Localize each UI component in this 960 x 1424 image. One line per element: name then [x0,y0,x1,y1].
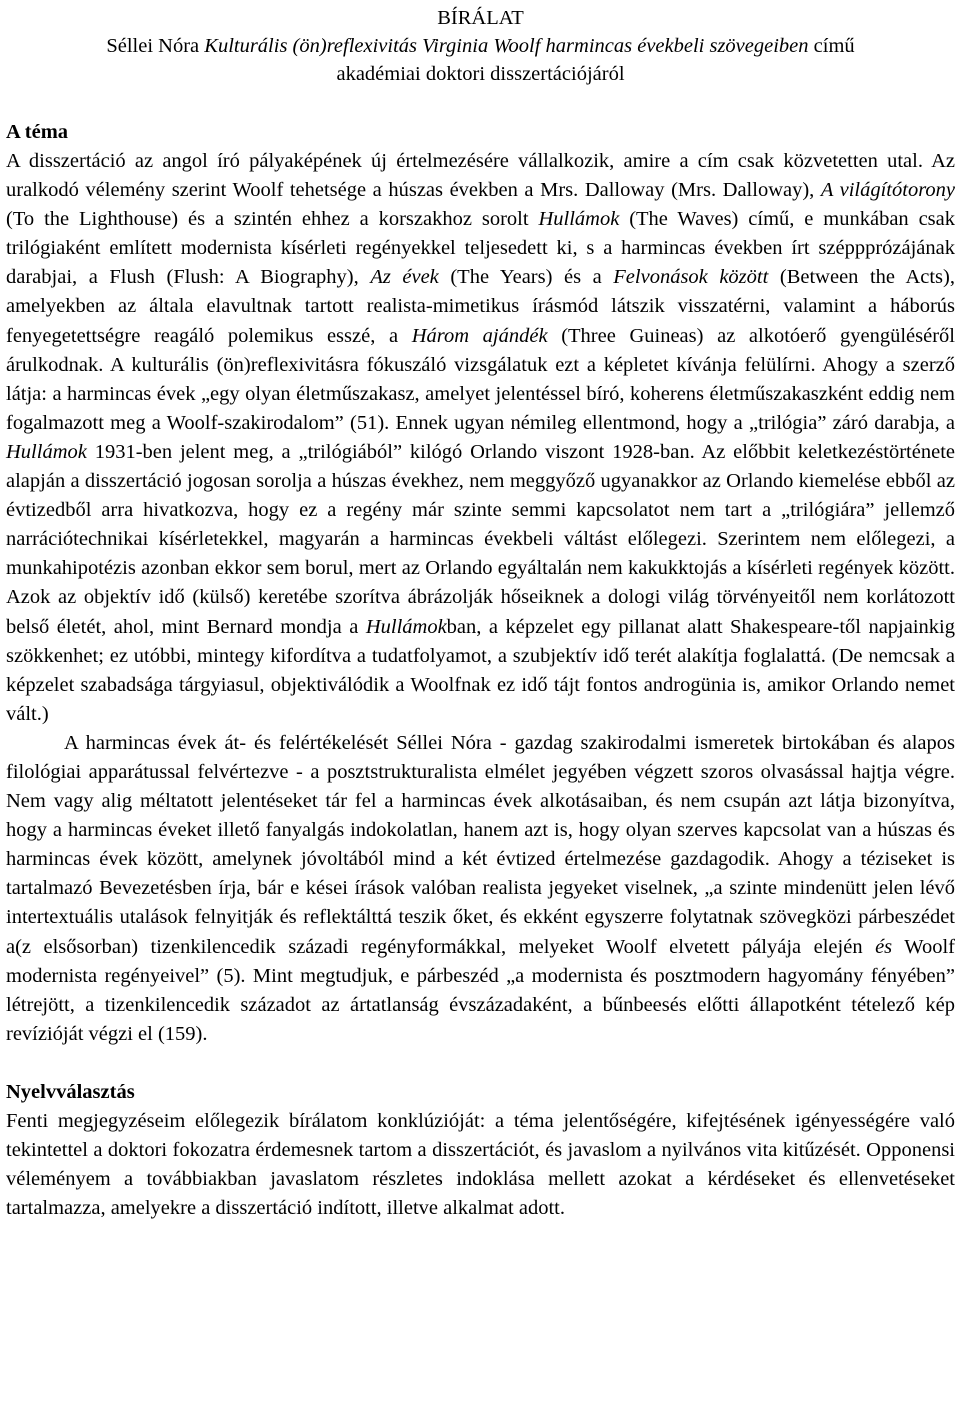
italic-title: Felvonások között [613,266,769,289]
dissertation-title: Kulturális (ön)reflexivitás Virginia Woolf harmincas évekbeli szövegeiben [204,35,809,57]
document-title-block [6,4,955,88]
italic-title: Hullámok [6,440,87,463]
text-run: (Between the Acts), amelyekben az általa elavultnak tartott realista-mimetikus írásmód látszik visszatérni, valamint a háborús fenyegetettségre reagáló polemikus esszé, a [6,266,955,347]
text-run: (Three Guineas) az alkotóerő gyengüléséről árulkodnak. A kulturális (ön)reflexivitásra fókuszáló vizsgálatuk ezt a képletet kívánja felülírni. Ahogy a szerző látja: a harmincas évek „egy olyan életműszakasz, amelyet jelentéssel bíró, koherens életműszakaszként eddig nem fogalmazott meg a Woolf-szakirodalom” (51). Ennek ugyan némileg ellentmond, hogy a „trilógia” záró darabja, a [6,324,955,434]
italic-word: és [875,935,893,958]
section-heading-language-choice: Nyelvválasztás [6,1080,135,1103]
text-run: ban, a képzelet egy pillanat alatt Shakespeare-től napjainkig szökkenhet; ez utóbbi, mintegy kifordítva a tudatfolyamot, a szubjektív idő terét alakítja foglalattá. (De nemcsak a képzelet szabadsága tárgyiasul, objektiválódik a Woolfnak ez idő tájt fontos androgünia is, amikor Orlando nemet vált.) [6,615,955,725]
text-run: (To the Lighthouse) és a szintén ehhez a korszakhoz sorolt [6,208,539,231]
spacer [6,1049,955,1078]
text-run: (The Waves) című, e munkában csak trilógiaként említett modernista kísérleti regényekkel teljesedett ki, s a harmincas években írt széppprózájának darabjai, a Flush (Flush: A Biography), [6,208,955,289]
spacer [6,88,955,118]
italic-title: A világítótorony [820,179,956,202]
paragraph-topic-1 [6,147,955,729]
paragraph-language-choice: Fenti megjegyzéseim előlegezik bírálatom konklúzióját: a téma jelentőségére, kifejtésének igényességére való tekintettel a doktori fokozatra érdemesnek tartom a disszertációt, és javaslom a nyilvános vita kitűzését. Opponensi véleményem a továbbiakban javaslatom részletes indoklása mellett azokat a kérdéseket és ellenvetéseket tartalmazza, amelyekre a disszertáció indított, illetve alkalmat adott. [6,1109,955,1220]
paragraph-topic-2 [6,729,955,1049]
document-subtitle-line [6,32,955,60]
italic-title: Hullámok [365,615,447,638]
section-heading-topic: A téma [6,121,69,143]
subtitle-suffix: című [808,35,855,57]
author-name: Séllei Nóra [106,35,205,57]
text-run: 1931-ben jelent meg, a „trilógiából” kilógó Orlando viszont 1928-ban. Az előbbit keletkezéstörténete alapján a disszertáció jogosan sorolja a húszas évekhez, nem meggyőző ugyanakkor az Orlando kiemelése ebből az évtizedből arra hivatkozva, hogy ez a regény már szinte semmi kapcsolatot nem tart a „trilógiára” jellemző narrációtechnikai kísérletekkel, magyarán a harmincas évekbeli váltást előlegezi. Szerintem nem előlegezi, a munkahipotézis azonban ekkor sem borul, mert az Orlando egyáltalán nem kakukktojás a kísérleti regények között. Azok az objektív idő (külső) keretébe szorítva ábrázolják hőseiknek a dologi világ törvényeitől nem korlátozott belső életét, ahol, mint Bernard mondja a [6,440,955,638]
italic-title: Az évek [370,266,439,289]
italic-title: Hullámok [538,208,620,231]
text-run: Woolf modernista regényeivel” (5). Mint megtudjuk, e párbeszéd „a modernista és posztmodern hagyomány fényében” létrejött, a tizenkilencedik századot az ártatlanság évszázadaként, a bűnbeesés előtti állapotként tételező kép revízióját végzi el (159). [6,935,956,1045]
text-run: A disszertáció az angol író pályaképének új értelmezésére vállalkozik, amire a cím csak közvetetten utal. Az uralkodó vélemény szerint Woolf tehetsége a húszas években a Mrs. Dalloway (Mrs. Dalloway), [6,150,955,202]
document-title: BÍRÁLAT [437,7,524,29]
text-run: (The Years) és a [438,266,614,289]
text-run: A harmincas évek át- és felértékelését Séllei Nóra - gazdag szakirodalmi ismeretek birtokában és alapos filológiai apparátussal felvértezve - a posztstrukturalista elmélet jegyében végzett szoros olvasással hajtja végre. Nem vagy alig méltatott jelentéseket tár fel a harmincas évek alkotásaiban, és nem csupán azt látja bizonyítva, hogy a harmincas éveket illető fanyalgás indokolatlan, hanem azt is, hogy olyan szerves kapcsolat van a húszas és harmincas évek között, amelynek jóvoltából mind a két évtized értelmezése gazdagodik. Ahogy a téziseket is tartalmazó Bevezetésben írja, bár e kései írások valóban realista jegyeket viselnek, „a szinte mindenütt jelen lévő intertextuális utalások felnyitják és reflektálttá teszik őket, és ekként egyszerre folytatnak szövegközi párbeszédet a(z elsősorban) tizenkilencedik századi regényformákkal, melyeket Woolf elvetett pályája elején [6,731,955,958]
italic-title: Három ajándék [411,324,548,347]
document-subtitle-line-2: akadémiai doktori disszertációjáról [336,63,625,85]
review-document [6,4,955,1223]
